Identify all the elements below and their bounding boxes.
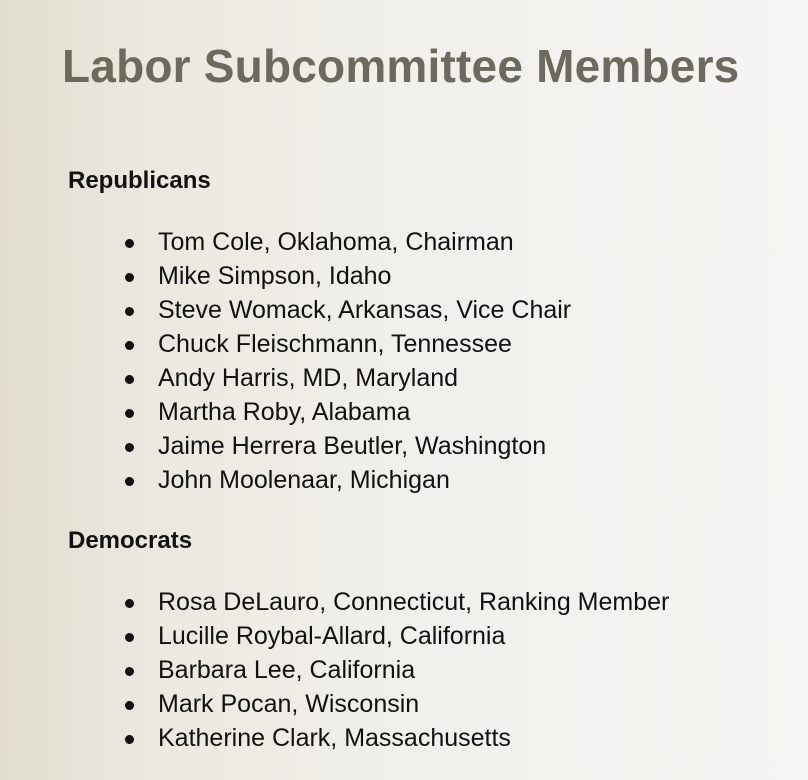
- bullet-icon: [125, 341, 134, 350]
- list-item: [0, 259, 571, 293]
- bullet-icon: [125, 307, 134, 316]
- bullet-icon: [125, 239, 134, 248]
- list-item: [0, 687, 669, 721]
- section-heading-republicans: Republicans: [68, 167, 211, 194]
- bullet-icon: [125, 375, 134, 384]
- list-item: [0, 225, 571, 259]
- bullet-icon: [125, 409, 134, 418]
- list-item: [0, 463, 571, 497]
- member-name: Martha Roby, Alabama: [158, 398, 411, 426]
- member-name: Lucille Roybal-Allard, California: [158, 622, 506, 650]
- member-name: Katherine Clark, Massachusetts: [158, 724, 511, 752]
- member-name: Mike Simpson, Idaho: [158, 262, 392, 290]
- member-name: John Moolenaar, Michigan: [158, 466, 450, 494]
- republicans-member-list: [0, 225, 571, 497]
- bullet-icon: [125, 633, 134, 642]
- bullet-icon: [125, 735, 134, 744]
- list-item: [0, 293, 571, 327]
- member-name: Rosa DeLauro, Connecticut, Ranking Member: [158, 588, 670, 616]
- member-name: Jaime Herrera Beutler, Washington: [158, 432, 547, 460]
- member-name: Andy Harris, MD, Maryland: [158, 364, 459, 392]
- member-name: Chuck Fleischmann, Tennessee: [158, 330, 512, 358]
- list-item: [0, 327, 571, 361]
- list-item: [0, 429, 571, 463]
- list-item: [0, 619, 669, 653]
- bullet-icon: [125, 443, 134, 452]
- member-name: Tom Cole, Oklahoma, Chairman: [158, 228, 514, 256]
- member-name: Mark Pocan, Wisconsin: [158, 690, 420, 718]
- bullet-icon: [125, 701, 134, 710]
- member-name: Barbara Lee, California: [158, 656, 416, 684]
- bullet-icon: [125, 273, 134, 282]
- list-item: [0, 653, 669, 687]
- list-item: [0, 585, 669, 619]
- democrats-member-list: [0, 585, 669, 755]
- page-title: Labor Subcommittee Members: [62, 40, 740, 92]
- list-item: [0, 721, 669, 755]
- bullet-icon: [125, 667, 134, 676]
- bullet-icon: [125, 477, 134, 486]
- section-heading-democrats: Democrats: [68, 527, 193, 554]
- list-item: [0, 395, 571, 429]
- bullet-icon: [125, 599, 134, 608]
- member-name: Steve Womack, Arkansas, Vice Chair: [158, 296, 572, 324]
- list-item: [0, 361, 571, 395]
